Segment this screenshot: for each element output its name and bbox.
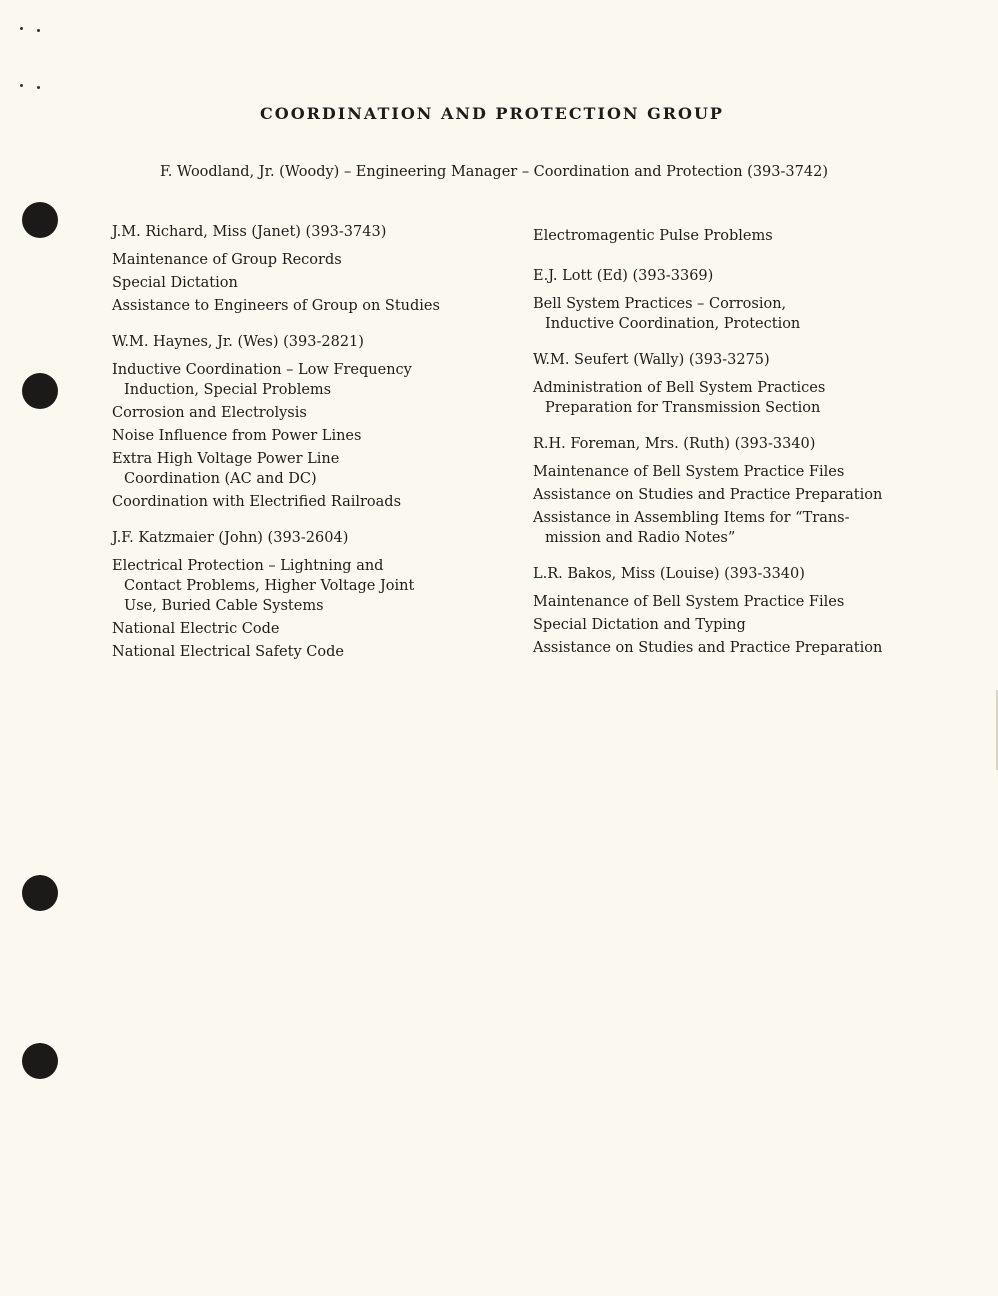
- staff-entry: [112, 222, 502, 316]
- duty-text-continued: Induction, Special Problems: [124, 382, 332, 398]
- duty-text: Assistance on Studies and Practice Preparation: [533, 640, 883, 656]
- duty-item: [533, 615, 933, 635]
- duty-text: National Electrical Safety Code: [112, 644, 344, 660]
- duty-text: Maintenance of Bell System Practice Files: [533, 464, 845, 480]
- staff-entry: [112, 528, 502, 662]
- duty-text-continued: Coordination (AC and DC): [124, 471, 317, 487]
- duty-item: [533, 378, 933, 418]
- binder-hole: [22, 373, 58, 409]
- binder-hole: [22, 202, 58, 238]
- duty-item: [533, 508, 933, 548]
- duty-item: [533, 462, 933, 482]
- staff-name: E.J. Lott (Ed) (393-3369): [533, 268, 714, 284]
- duty-text: Special Dictation: [112, 275, 238, 291]
- duty-item: [112, 360, 502, 400]
- duty-text: Electrical Protection – Lightning and: [112, 558, 384, 574]
- right-column-intro: Electromagentic Pulse Problems: [533, 228, 773, 244]
- page-title: COORDINATION AND PROTECTION GROUP: [260, 104, 724, 123]
- staff-entry: [533, 266, 933, 334]
- duty-text: Administration of Bell System Practices: [533, 380, 826, 396]
- staff-name: L.R. Bakos, Miss (Louise) (393-3340): [533, 566, 805, 582]
- scan-speck: [20, 84, 23, 87]
- staff-entry: [533, 434, 933, 548]
- duty-text: Corrosion and Electrolysis: [112, 405, 307, 421]
- binder-hole: [22, 875, 58, 911]
- duty-text: Bell System Practices – Corrosion,: [533, 296, 787, 312]
- duty-text: Assistance to Engineers of Group on Studies: [112, 298, 440, 314]
- duty-text: Special Dictation and Typing: [533, 617, 746, 633]
- manager-line: F. Woodland, Jr. (Woody) – Engineering Manager – Coordination and Protection (393-3742): [160, 164, 828, 180]
- scan-speck: [37, 86, 40, 89]
- duty-text: Inductive Coordination – Low Frequency: [112, 362, 412, 378]
- right-column: [533, 226, 933, 674]
- duty-text-continued: Preparation for Transmission Section: [545, 400, 821, 416]
- binder-hole: [22, 1043, 58, 1079]
- duty-item: [533, 638, 933, 658]
- staff-name: W.M. Seufert (Wally) (393-3275): [533, 352, 770, 368]
- right-column-people: [533, 266, 933, 658]
- duty-text-continued: Contact Problems, Higher Voltage Joint: [124, 578, 415, 594]
- scan-speck: [37, 29, 40, 32]
- staff-entry: [112, 332, 502, 512]
- left-column: [112, 222, 502, 678]
- scan-speck: [20, 27, 23, 30]
- duty-item: [112, 403, 502, 423]
- staff-name: J.F. Katzmaier (John) (393-2604): [112, 530, 349, 546]
- duty-item: [533, 294, 933, 334]
- duty-item: [112, 273, 502, 293]
- duty-text: National Electric Code: [112, 621, 280, 637]
- staff-entry: [533, 564, 933, 658]
- duty-item: [112, 426, 502, 446]
- duty-text: Assistance on Studies and Practice Preparation: [533, 487, 883, 503]
- duty-item: [112, 642, 502, 662]
- duty-text: Assistance in Assembling Items for “Trans-: [533, 510, 850, 526]
- staff-name: W.M. Haynes, Jr. (Wes) (393-2821): [112, 334, 364, 350]
- duty-item: [112, 492, 502, 512]
- duty-text: Maintenance of Bell System Practice Files: [533, 594, 845, 610]
- duty-item: [533, 485, 933, 505]
- duty-item: [112, 556, 502, 616]
- duty-text-continued: mission and Radio Notes”: [545, 530, 736, 546]
- duty-text: Coordination with Electrified Railroads: [112, 494, 402, 510]
- duty-text: Noise Influence from Power Lines: [112, 428, 362, 444]
- duty-item: [533, 592, 933, 612]
- duty-item: [112, 296, 502, 316]
- duty-item: [112, 619, 502, 639]
- duty-item: [112, 449, 502, 489]
- staff-name: J.M. Richard, Miss (Janet) (393-3743): [112, 224, 387, 240]
- duty-text-continued: Inductive Coordination, Protection: [545, 316, 801, 332]
- staff-name: R.H. Foreman, Mrs. (Ruth) (393-3340): [533, 436, 816, 452]
- duty-item: [112, 250, 502, 270]
- duty-text-continued: Use, Buried Cable Systems: [124, 598, 324, 614]
- staff-entry: [533, 350, 933, 418]
- duty-text: Maintenance of Group Records: [112, 252, 342, 268]
- duty-text: Extra High Voltage Power Line: [112, 451, 340, 467]
